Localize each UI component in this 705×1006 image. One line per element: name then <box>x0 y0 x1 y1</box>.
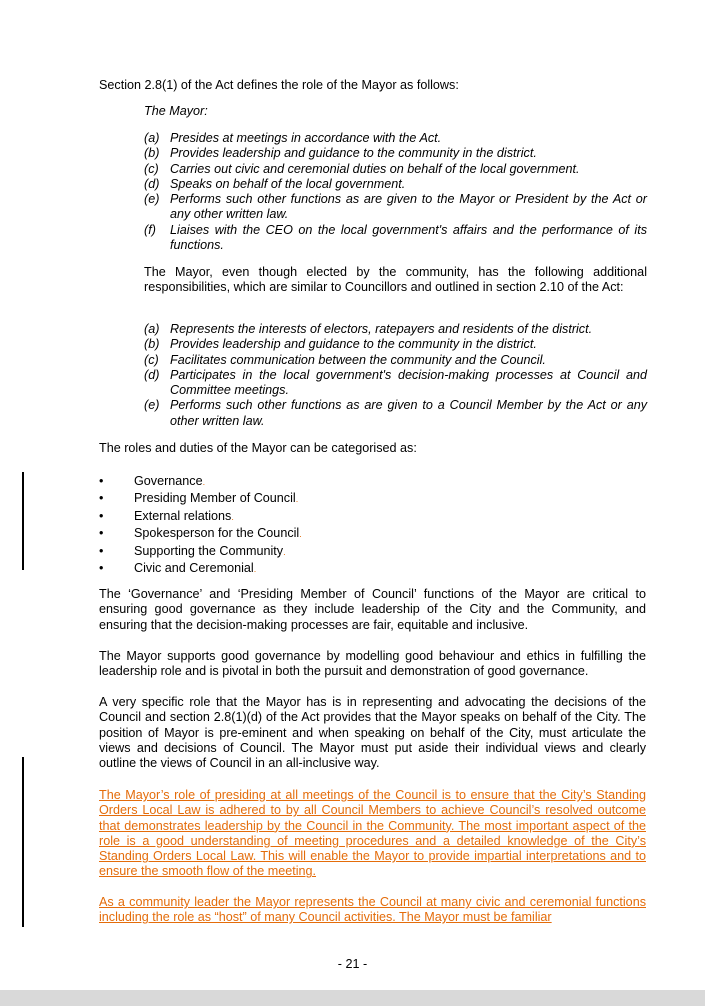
specific-role-paragraph: A very specific role that the Mayor has is in representing and advocating the decisions of the Council and section 2.8(1)(d) of the Act provides that the Mayor speaks on behalf of the City. The position of Mayor is pre-eminent and when speaking on behalf of the City, must articulate the views and decisions of Council. The Mayor must put aside their individual views and clearly outline the views of Council in an all-inclusive way. <box>99 695 646 771</box>
list-item: (b) Provides leadership and guidance to the community in the district. <box>144 337 537 352</box>
change-bar-tracked <box>22 757 24 927</box>
tracked-change-mark: . <box>283 546 286 557</box>
list-item: (c) Carries out civic and ceremonial duties on behalf of the local government. <box>144 161 580 176</box>
tracked-change-mark: . <box>295 494 299 505</box>
bullet-item: • Presiding Member of Council. <box>99 491 299 506</box>
list-item: (b) Provides leadership and guidance to the community in the district. <box>144 146 537 161</box>
governance-paragraph: The ‘Governance’ and ‘Presiding Member of Council’ functions of the Mayor are critical to ensuring good governance as they include leadership of the City and the Community, and ensuring that the decision-making processes are fair, equitable and inclusive. <box>99 587 646 632</box>
list-item: (e) Performs such other functions as are given to the Mayor or President by the Act or any other written law. <box>144 192 647 222</box>
bullet-item: • Governance. <box>99 474 206 488</box>
community-leader-paragraph: As a community leader the Mayor represents the Council at many civic and ceremonial functions including the role as “host” of many Council activities. The Mayor must be familiar <box>99 895 646 925</box>
page-gap <box>0 990 705 1006</box>
page-number: - 21 - <box>337 957 368 971</box>
mayor-heading: The Mayor: <box>144 104 208 118</box>
tracked-change-mark: . <box>253 564 257 575</box>
list-item: (c) Facilitates communication between the community and the Council. <box>144 352 546 367</box>
list-item: (d) Participates in the local government's decision-making processes at Council and Committee meetings. <box>144 367 647 398</box>
list-item: (a) Presides at meetings in accordance with the Act. <box>144 131 442 145</box>
change-bar-bullets <box>22 472 24 570</box>
councillor-duties-list <box>144 322 647 429</box>
additional-responsibilities-paragraph: The Mayor, even though elected by the community, has the following additional responsibilities, which are similar to Councillors and outlined in section 2.10 of the Act: <box>144 265 647 295</box>
roles-bullet-list <box>99 473 499 577</box>
list-item: (e) Performs such other functions as are given to a Council Member by the Act or any other written law. <box>144 398 647 428</box>
bullet-item: • Supporting the Community. <box>99 543 286 558</box>
list-item: (a) Represents the interests of electors, ratepayers and residents of the district. <box>144 322 593 336</box>
mayor-duties-list <box>144 131 647 253</box>
tracked-change-mark: . <box>202 477 206 487</box>
list-item: (d) Speaks on behalf of the local government. <box>144 176 406 191</box>
intro-paragraph: Section 2.8(1) of the Act defines the role of the Mayor as follows: <box>99 78 459 92</box>
list-item: (f) Liaises with the CEO on the local government's affairs and the performance of its functions. <box>144 222 647 253</box>
tracked-change-mark: . <box>231 511 234 522</box>
bullet-item: • Civic and Ceremonial. <box>99 561 257 576</box>
bullet-item: • Spokesperson for the Council. <box>99 526 302 541</box>
tracked-change-mark: . <box>299 529 302 540</box>
roles-intro-paragraph: The roles and duties of the Mayor can be categorised as: <box>99 441 417 455</box>
presiding-role-paragraph: The Mayor’s role of presiding at all meetings of the Council is to ensure that the City’s Standing Orders Local Law is adhered to by all Council Members to achieve Council’s resolved outcome that demonstrates leadership by the Council in the Community. The most important aspect of the role is a good understanding of meeting procedures and a detailed knowledge of the City’s Standing Orders Local Law. This will enable the Mayor to provide impartial interpretations and to ensure the smooth flow of the meeting. <box>99 788 646 879</box>
bullet-item: • External relations. <box>99 508 234 523</box>
behaviour-paragraph: The Mayor supports good governance by modelling good behaviour and ethics in fulfilling the leadership role and is pivotal in both the pursuit and demonstration of good governance. <box>99 649 646 679</box>
